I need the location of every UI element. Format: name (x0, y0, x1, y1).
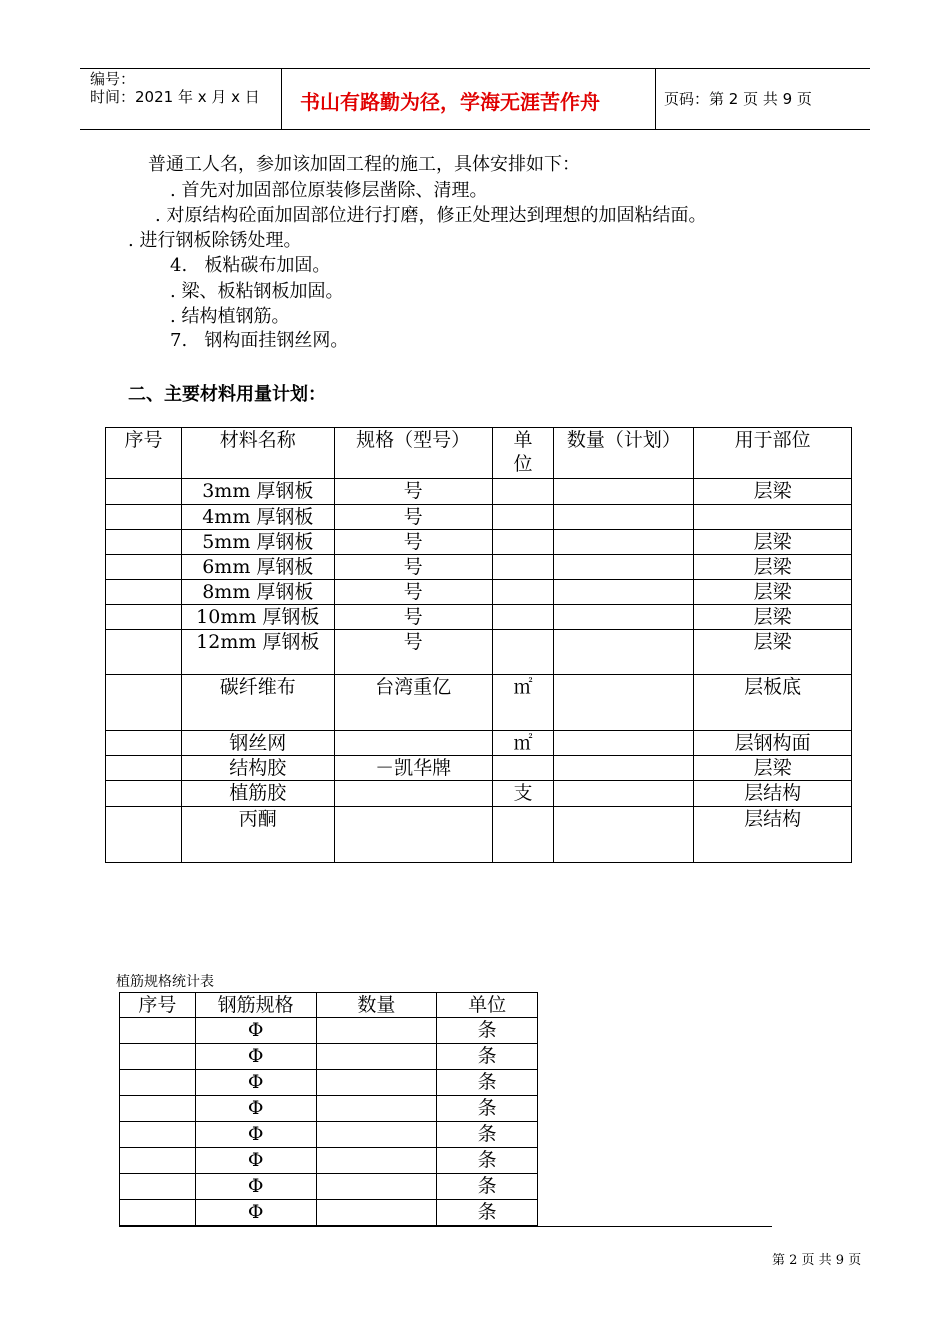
cell-spec: 号 (334, 580, 492, 605)
header-top-rule (80, 68, 870, 69)
cell-location: 层梁 (694, 605, 852, 630)
rebar-header-row (120, 993, 538, 1018)
cell-quantity (554, 555, 694, 580)
cell-spec: Φ (195, 1148, 316, 1174)
table-row (120, 1044, 538, 1070)
cell-location: 层梁 (694, 479, 852, 505)
cell-unit: 条 (437, 1018, 538, 1044)
cell-index (106, 756, 182, 781)
cell-quantity (554, 781, 694, 807)
cell-spec (334, 807, 492, 863)
table-row (106, 530, 852, 555)
number-label: 编号： (90, 70, 136, 88)
cell-location: 层结构 (694, 781, 852, 807)
table-row (106, 555, 852, 580)
cell-quantity (554, 756, 694, 781)
table-row (106, 781, 852, 807)
cell-unit: 条 (437, 1174, 538, 1200)
cell-index (106, 479, 182, 505)
cell-spec: 号 (334, 505, 492, 530)
intro-line-2: . 首先对加固部位原装修层凿除、清理。 (170, 180, 488, 201)
cell-unit: ㎡ (492, 675, 554, 731)
cell-quantity (554, 807, 694, 863)
cell-unit (492, 630, 554, 675)
cell-index (120, 1070, 196, 1096)
cell-quantity (316, 1122, 437, 1148)
intro-line-8: 7. 钢构面挂钢丝网。 (170, 330, 349, 351)
cell-spec: －凯华牌 (334, 756, 492, 781)
rebar-table-caption: 植筋规格统计表 (116, 974, 214, 990)
cell-index (106, 731, 182, 756)
cell-unit: ㎡ (492, 731, 554, 756)
cell-unit (492, 530, 554, 555)
cell-location: 层梁 (694, 530, 852, 555)
header-cell (492, 428, 554, 479)
cell-spec: Φ (195, 1018, 316, 1044)
time-label: 时间：2021 年 x 月 x 日 (90, 88, 260, 106)
cell-quantity (554, 605, 694, 630)
cell-index (120, 1096, 196, 1122)
cell-quantity (316, 1174, 437, 1200)
cell-material: 3mm 厚钢板 (181, 479, 334, 505)
cell-spec: Φ (195, 1096, 316, 1122)
cell-material: 钢丝网 (181, 731, 334, 756)
cell-index (120, 1122, 196, 1148)
cell-location: 层结构 (694, 807, 852, 863)
materials-header-row (106, 428, 852, 479)
rebar-table (119, 992, 538, 1226)
cell-spec: 号 (334, 555, 492, 580)
cell-spec: 号 (334, 605, 492, 630)
cell-location: 层梁 (694, 580, 852, 605)
cell-unit (492, 479, 554, 505)
cell-index (106, 505, 182, 530)
cell-quantity (554, 731, 694, 756)
header-cell: 规格（型号） (334, 428, 492, 479)
page-info: 页码：第 2 页 共 9 页 (664, 90, 812, 108)
header-cell: 数量（计划） (554, 428, 694, 479)
cell-unit: 条 (437, 1070, 538, 1096)
table-row (106, 479, 852, 505)
header-cell: 单位 (437, 993, 538, 1018)
cell-unit (492, 580, 554, 605)
cell-unit (492, 555, 554, 580)
cell-spec: 号 (334, 479, 492, 505)
cell-location: 层板底 (694, 675, 852, 731)
table-row (120, 1148, 538, 1174)
cell-quantity (554, 530, 694, 555)
cell-location: 层梁 (694, 555, 852, 580)
cell-spec (334, 731, 492, 756)
cell-unit: 条 (437, 1122, 538, 1148)
cell-unit (492, 505, 554, 530)
intro-line-5: 4. 板粘碳布加固。 (170, 255, 331, 276)
cell-index (120, 1044, 196, 1070)
cell-quantity (316, 1044, 437, 1070)
table-row (106, 807, 852, 863)
section-2-title: 二、主要材料用量计划： (128, 384, 326, 405)
cell-unit: 条 (437, 1044, 538, 1070)
cell-spec: Φ (195, 1200, 316, 1226)
header-divider-left (281, 68, 282, 129)
cell-material: 丙酮 (181, 807, 334, 863)
header-cell: 用于部位 (694, 428, 852, 479)
cell-material: 4mm 厚钢板 (181, 505, 334, 530)
cell-unit: 条 (437, 1148, 538, 1174)
cell-spec: 号 (334, 530, 492, 555)
cell-location: 层梁 (694, 630, 852, 675)
cell-spec: 台湾重亿 (334, 675, 492, 731)
cell-spec: Φ (195, 1044, 316, 1070)
cell-material: 植筋胶 (181, 781, 334, 807)
cell-material: 6mm 厚钢板 (181, 555, 334, 580)
intro-line-7: . 结构植钢筋。 (170, 306, 290, 327)
intro-line-1: 普通工人名，参加该加固工程的施工，具体安排如下： (148, 154, 580, 175)
footer-rule (119, 1226, 772, 1227)
cell-location (694, 505, 852, 530)
cell-material: 5mm 厚钢板 (181, 530, 334, 555)
cell-quantity (554, 630, 694, 675)
cell-location: 层梁 (694, 756, 852, 781)
cell-quantity (554, 479, 694, 505)
cell-material: 10mm 厚钢板 (181, 605, 334, 630)
cell-index (106, 807, 182, 863)
cell-material: 8mm 厚钢板 (181, 580, 334, 605)
table-row (120, 1070, 538, 1096)
table-row (106, 756, 852, 781)
cell-quantity (316, 1018, 437, 1044)
cell-quantity (554, 580, 694, 605)
cell-index (106, 530, 182, 555)
table-row (106, 630, 852, 675)
header-cell: 数量 (316, 993, 437, 1018)
cell-index (106, 675, 182, 731)
cell-index (106, 580, 182, 605)
cell-unit: 条 (437, 1096, 538, 1122)
table-row (106, 675, 852, 731)
cell-index (120, 1018, 196, 1044)
header-bottom-rule (80, 129, 870, 130)
cell-index (106, 605, 182, 630)
table-row (106, 580, 852, 605)
cell-index (106, 781, 182, 807)
cell-quantity (316, 1096, 437, 1122)
intro-line-4: . 进行钢板除锈处理。 (128, 230, 302, 251)
cell-spec: Φ (195, 1174, 316, 1200)
cell-location: 层钢构面 (694, 731, 852, 756)
header-unit: 单位 (513, 429, 533, 475)
table-row (106, 505, 852, 530)
cell-material: 结构胶 (181, 756, 334, 781)
cell-spec (334, 781, 492, 807)
cell-quantity (316, 1200, 437, 1226)
intro-line-3: . 对原结构砼面加固部位进行打磨，修正处理达到理想的加固粘结面。 (155, 205, 707, 226)
table-row (106, 605, 852, 630)
cell-quantity (316, 1148, 437, 1174)
table-row (120, 1200, 538, 1226)
table-row (120, 1018, 538, 1044)
table-row (120, 1096, 538, 1122)
cell-quantity (554, 675, 694, 731)
table-row (106, 731, 852, 756)
cell-spec: 号 (334, 630, 492, 675)
cell-index (106, 630, 182, 675)
header-cell: 材料名称 (181, 428, 334, 479)
cell-index (106, 555, 182, 580)
cell-unit (492, 756, 554, 781)
cell-index (120, 1148, 196, 1174)
cell-index (120, 1174, 196, 1200)
header-cell: 序号 (120, 993, 196, 1018)
footer-page-number: 第 2 页 共 9 页 (772, 1253, 862, 1268)
cell-unit (492, 605, 554, 630)
header-cell: 钢筋规格 (195, 993, 316, 1018)
table-row (120, 1174, 538, 1200)
cell-unit: 条 (437, 1200, 538, 1226)
cell-spec: Φ (195, 1070, 316, 1096)
header-divider-right (655, 68, 656, 129)
cell-unit: 支 (492, 781, 554, 807)
cell-unit (492, 807, 554, 863)
header-cell: 序号 (106, 428, 182, 479)
cell-index (120, 1200, 196, 1226)
intro-line-6: . 梁、板粘钢板加固。 (170, 281, 344, 302)
motto: 书山有路勤为径，学海无涯苦作舟 (300, 90, 600, 114)
cell-quantity (554, 505, 694, 530)
cell-material: 12mm 厚钢板 (181, 630, 334, 675)
materials-table (105, 427, 852, 863)
cell-quantity (316, 1070, 437, 1096)
cell-material: 碳纤维布 (181, 675, 334, 731)
table-row (120, 1122, 538, 1148)
cell-spec: Φ (195, 1122, 316, 1148)
